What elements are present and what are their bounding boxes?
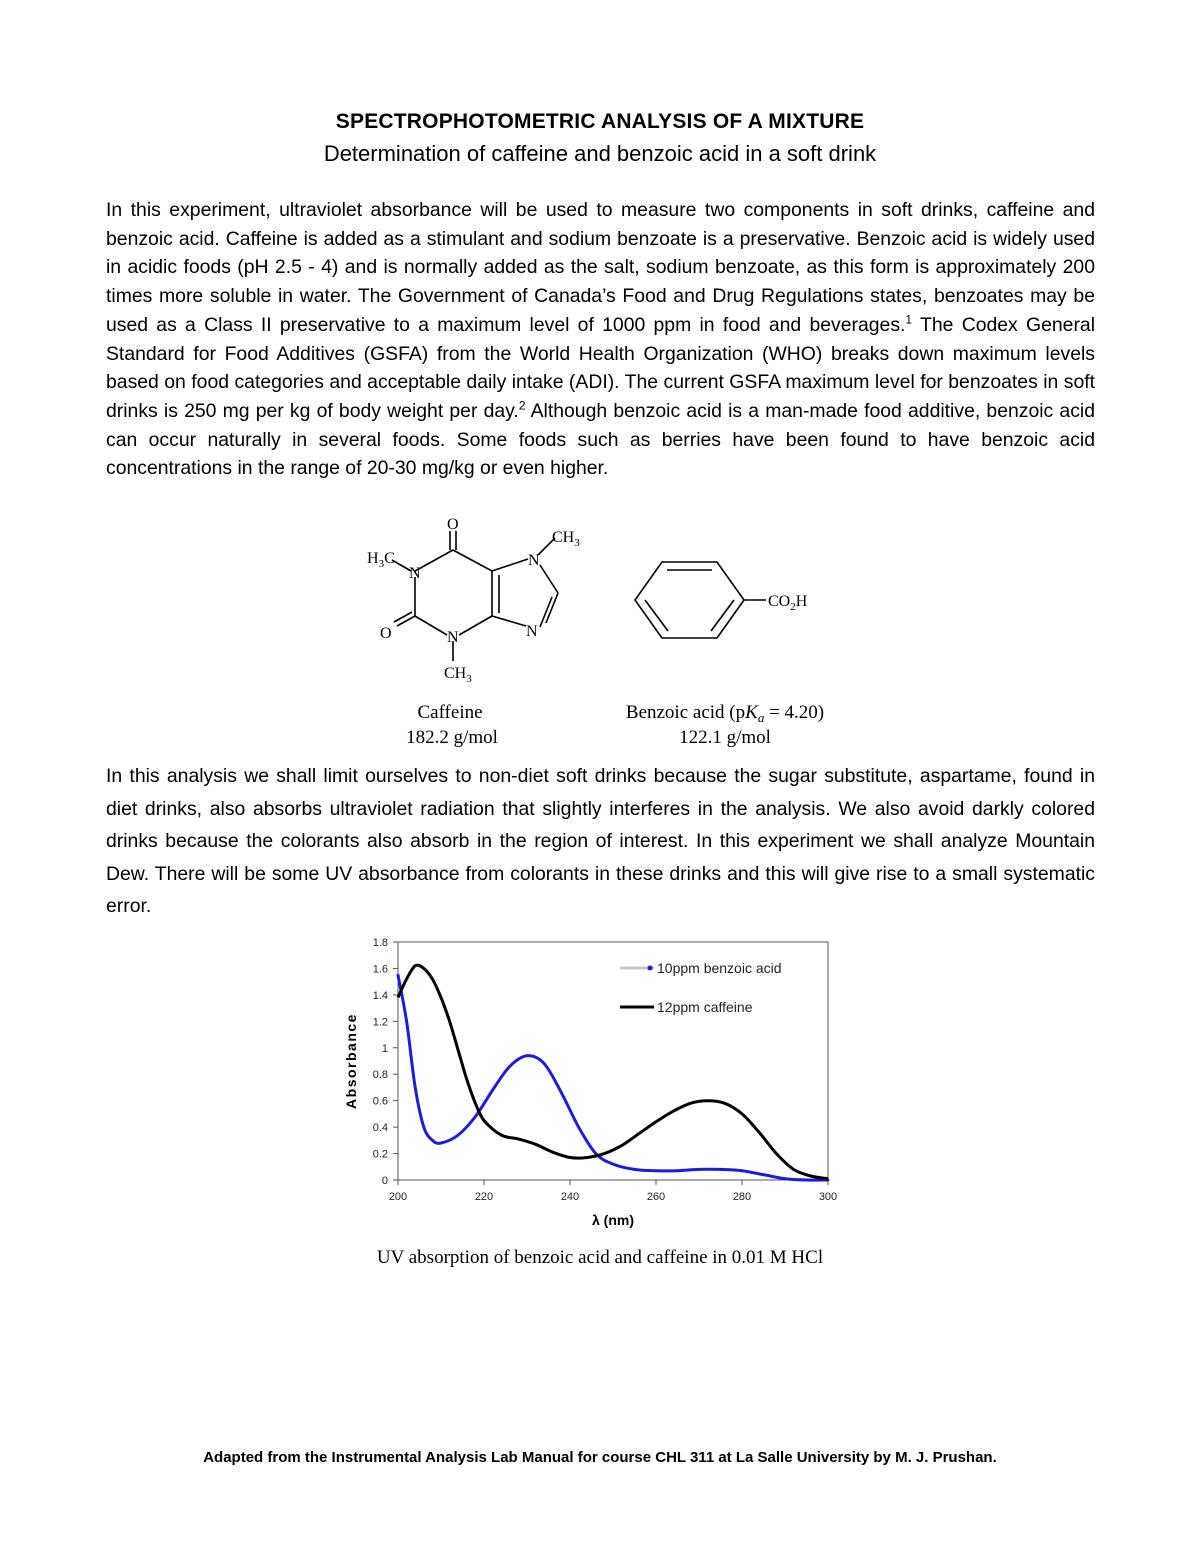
series-line-12ppm-caffeine: [398, 965, 828, 1179]
caffeine-atom-n1: N: [409, 565, 421, 582]
data-point-10ppm-benzoic-acid: [414, 1086, 417, 1089]
data-point-10ppm-benzoic-acid: [676, 1169, 679, 1172]
y-tick-label: 1.6: [372, 963, 388, 976]
caffeine-atom-labels: [367, 516, 580, 685]
data-point-10ppm-benzoic-acid: [633, 1168, 636, 1171]
caffeine-atom-n9: N: [526, 623, 538, 640]
x-tick-label: 200: [388, 1191, 408, 1203]
chart-series: [397, 965, 830, 1181]
data-point-10ppm-benzoic-acid: [655, 1169, 658, 1172]
intro-text-2: The Codex General Standard for Food Additives (GSFA) from the World Health Organization (WHO) breaks down maximum levels based on food categories and acceptable daily intake (ADI). The current GSFA maximum level for benzoates in soft drinks is 250 mg per kg of body weight per day.: [106, 313, 1095, 422]
analysis-paragraph: In this analysis we shall limit ourselves to non-diet soft drinks because the sugar substitute, aspartame, found in diet drinks, also absorbs ultraviolet radiation that slightly interferes in the analysis. We also avoid darkly colored drinks because the colorants also absorb in the region of interest. In this experiment we shall analyze Mountain Dew. There will be some UV absorbance from colorants in these drinks and this will give rise to a small systematic error.: [106, 765, 1095, 917]
y-tick-label: 1: [381, 1042, 388, 1055]
y-tick-label: 0.2: [372, 1148, 388, 1161]
benzoic-acid-structure: [635, 562, 766, 638]
caffeine-methyl-n1: $H_3C$: [367, 550, 395, 570]
data-point-10ppm-benzoic-acid: [762, 1173, 765, 1176]
carboxyl-group-label: $CO_2H$: [768, 593, 808, 613]
chart-y-label: Absorbance: [343, 1013, 359, 1109]
benzoic-acid-name: Benzoic acid $(pK_a = 4.20)$: [625, 702, 825, 725]
intro-text-3: Although benzoic acid is a man-made food additive, benzoic acid can occur naturally in several foods. Some foods such as berries have been found to have benzoic acid concentrations in the range of 20-30 mg/kg or even higher.: [106, 399, 1095, 480]
data-point-10ppm-benzoic-acid: [698, 1168, 701, 1171]
data-point-10ppm-benzoic-acid: [805, 1179, 808, 1182]
data-point-10ppm-benzoic-acid: [784, 1177, 787, 1180]
data-point-10ppm-benzoic-acid: [719, 1168, 722, 1171]
x-tick-label: 220: [474, 1191, 494, 1203]
benzoic-acid-mass: 122.1 g/mol: [679, 727, 771, 748]
molecule-structures: [340, 515, 860, 755]
data-point-10ppm-benzoic-acid: [422, 1126, 425, 1129]
data-point-10ppm-benzoic-acid: [491, 1089, 494, 1092]
data-point-10ppm-benzoic-acid: [543, 1062, 546, 1065]
chart-ticks: [373, 937, 837, 1203]
data-point-10ppm-benzoic-acid: [560, 1091, 563, 1094]
data-point-10ppm-benzoic-acid: [741, 1169, 744, 1172]
reference-2: 2: [518, 398, 526, 413]
legend-label-12ppm-caffeine: 12ppm caffeine: [657, 999, 753, 1015]
data-point-10ppm-benzoic-acid: [440, 1142, 443, 1145]
chart-legend: [620, 960, 782, 1015]
x-tick-label: 300: [818, 1191, 838, 1203]
caffeine-atom-n7: N: [528, 552, 540, 569]
y-tick-label: 0: [381, 1175, 388, 1187]
reference-1: 1: [905, 312, 913, 327]
data-point-10ppm-benzoic-acid: [526, 1054, 529, 1057]
data-point-10ppm-benzoic-acid: [431, 1139, 434, 1142]
y-tick-label: 0.4: [372, 1122, 388, 1135]
x-tick-label: 240: [560, 1191, 580, 1203]
y-tick-label: 0.6: [372, 1095, 388, 1108]
data-point-10ppm-benzoic-acid: [508, 1065, 511, 1068]
data-point-10ppm-benzoic-acid: [457, 1134, 460, 1137]
y-tick-label: 1.4: [372, 989, 388, 1002]
caffeine-atom-o-top: O: [447, 516, 459, 533]
caffeine-structure: [392, 531, 558, 661]
x-tick-label: 280: [732, 1191, 752, 1203]
page-title: SPECTROPHOTOMETRIC ANALYSIS OF A MIXTURE: [335, 110, 865, 133]
data-point-10ppm-benzoic-acid: [405, 1020, 408, 1023]
data-point-10ppm-benzoic-acid: [577, 1126, 580, 1129]
intro-text-1: In this experiment, ultraviolet absorbance will be used to measure two components in soft drinks, caffeine and benzoic acid. Caffeine is added as a stimulant and sodium benzoate is a preservative. Benzoic acid is widely used in acidic foods (pH 2.5 - 4) and is normally added as the salt, sodium benzoate, as this form is approximately 200 times more soluble in water. The Government of Canada’s Food and Drug Regulations states, benzoates may be used as a Class II preservative to a maximum level of 1000 ppm in food and beverages.: [106, 199, 1095, 336]
data-point-10ppm-benzoic-acid: [612, 1163, 615, 1166]
y-tick-label: 1.8: [372, 937, 388, 949]
caffeine-methyl-n7: $CH_3$: [552, 529, 580, 549]
y-tick-label: 1.2: [372, 1016, 388, 1029]
legend-label-10ppm-benzoic-acid: 10ppm benzoic acid: [657, 960, 782, 976]
caffeine-methyl-n3: $CH_3$: [444, 665, 472, 685]
caffeine-mass: 182.2 g/mol: [406, 727, 498, 748]
uv-absorption-chart: [330, 930, 850, 1240]
footer-attribution: Adapted from the Instrumental Analysis Lab Manual for course CHL 311 at La Salle University by M. J. Prushan.: [203, 1449, 997, 1466]
x-tick-label: 260: [646, 1191, 666, 1203]
y-tick-label: 0.8: [372, 1069, 388, 1082]
chart-x-label: λ (nm): [592, 1212, 634, 1228]
data-point-10ppm-benzoic-acid: [397, 974, 400, 977]
page-subtitle: Determination of caffeine and benzoic acid in a soft drink: [323, 141, 877, 166]
intro-paragraph: [106, 196, 1095, 483]
figure-caption: UV absorption of benzoic acid and caffeine in 0.01 M HCl: [376, 1247, 824, 1268]
data-point-10ppm-benzoic-acid: [474, 1115, 477, 1118]
caffeine-name: Caffeine: [417, 702, 483, 723]
caffeine-atom-o-left: O: [380, 625, 392, 642]
caffeine-atom-n3: N: [447, 629, 459, 646]
legend-marker-10ppm-benzoic-acid: [648, 966, 653, 971]
